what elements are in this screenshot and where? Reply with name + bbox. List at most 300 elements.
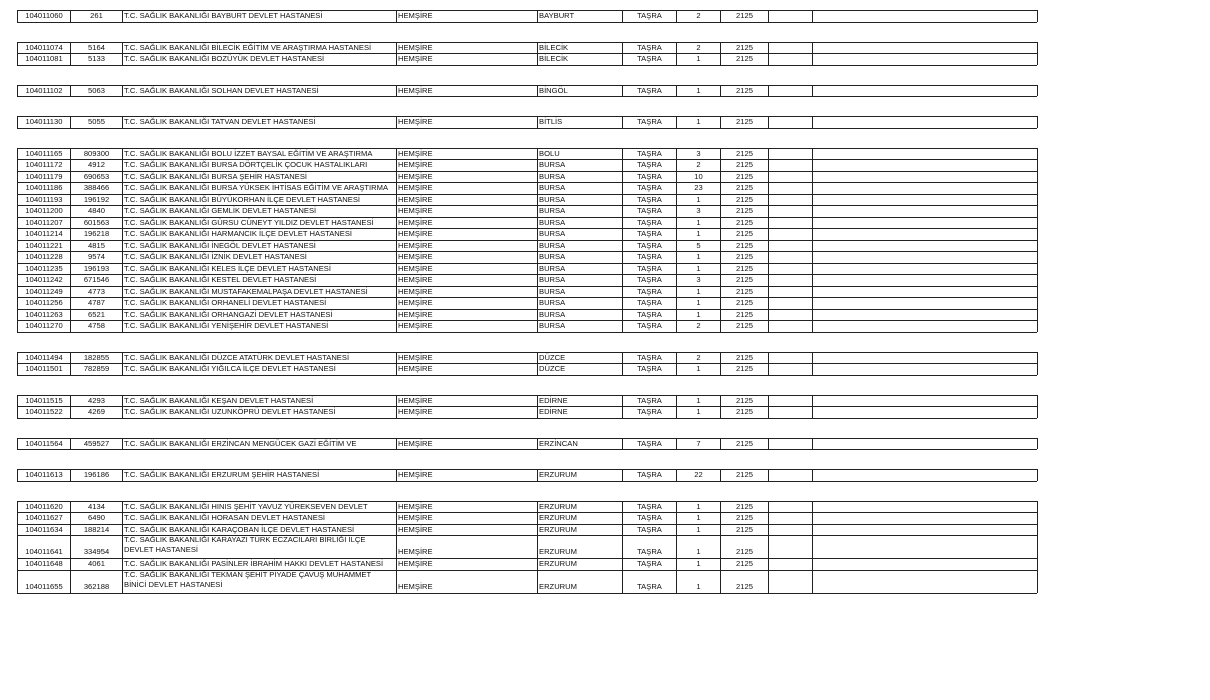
cell-kadro-unvani: HEMŞİRE xyxy=(398,206,433,215)
cell-il: EDİRNE xyxy=(539,407,568,416)
table-rule-v xyxy=(676,42,677,65)
cell-kadro-unvani: HEMŞİRE xyxy=(398,252,433,261)
cell-birim-turu: TAŞRA xyxy=(637,438,662,448)
cell-kurum-kodu: 261 xyxy=(90,11,103,20)
cell-kurum-adi: T.C. SAĞLIK BAKANLIĞI HINIS ŞEHİT YAVUZ YÜREKSEVEN DEVLET xyxy=(124,501,368,511)
cell-puan-turu: 2125 xyxy=(736,240,753,250)
table-rule-v xyxy=(537,395,538,418)
cell-ilan-kodu: 104011256 xyxy=(25,298,63,307)
cell-kontenjan: 10 xyxy=(694,171,703,181)
table-rule-v xyxy=(720,469,721,481)
table-rule-v xyxy=(812,501,813,593)
cell-ilan-kodu: 104011221 xyxy=(25,240,63,250)
cell-kadro-unvani: HEMŞİRE xyxy=(398,275,433,284)
cell-kontenjan: 3 xyxy=(696,148,701,158)
cell-kurum-kodu: 4061 xyxy=(88,559,105,568)
cell-puan-turu: 2125 xyxy=(736,309,753,319)
cell-kurum-adi: T.C. SAĞLIK BAKANLIĞI KARAÇOBAN İLÇE DEVLET HASTANESİ xyxy=(124,524,355,534)
cell-birim-turu: TAŞRA xyxy=(637,581,662,591)
cell-kadro-unvani: HEMŞİRE xyxy=(398,438,433,448)
cell-kurum-adi: T.C. SAĞLIK BAKANLIĞI SOLHAN DEVLET HASTANESİ xyxy=(124,85,319,95)
cell-kontenjan: 7 xyxy=(696,438,701,448)
table-rule-v xyxy=(122,10,123,22)
table-rule-v xyxy=(1037,10,1038,22)
cell-kontenjan: 1 xyxy=(696,513,701,522)
table-rule-h xyxy=(17,128,1037,129)
cell-il: BURSA xyxy=(539,321,566,330)
cell-kurum-kodu: 182855 xyxy=(83,352,110,362)
table-rule-v xyxy=(70,42,71,65)
cell-kurum-kodu: 690653 xyxy=(83,171,110,181)
cell-kurum-adi: T.C. SAĞLIK BAKANLIĞI BURSA ŞEHİR HASTANESİ xyxy=(124,171,308,181)
table-rule-v xyxy=(396,10,397,22)
cell-ilan-kodu: 104011165 xyxy=(25,148,63,158)
cell-kontenjan: 2 xyxy=(696,352,701,362)
cell-il: BURSA xyxy=(539,183,566,192)
table-rule-v xyxy=(720,42,721,65)
cell-ilan-kodu: 104011263 xyxy=(25,309,63,319)
table-rule-v xyxy=(70,116,71,128)
table-rule-v xyxy=(768,395,769,418)
cell-kurum-adi: T.C. SAĞLIK BAKANLIĞI KARAYAZI TÜRK ECZACILARI BİRLİĞİ İLÇE DEVLET HASTANESİ xyxy=(124,535,366,554)
table-rule-v xyxy=(622,148,623,332)
cell-puan-turu: 2125 xyxy=(736,395,753,405)
cell-birim-turu: TAŞRA xyxy=(637,229,662,238)
cell-ilan-kodu: 104011270 xyxy=(25,321,63,330)
cell-il: BİLECİK xyxy=(539,42,569,52)
cell-kontenjan: 1 xyxy=(696,581,701,591)
cell-il: BURSA xyxy=(539,275,566,284)
cell-puan-turu: 2125 xyxy=(736,321,753,330)
cell-kurum-adi: T.C. SAĞLIK BAKANLIĞI BOLU İZZET BAYSAL EĞİTİM VE ARAŞTIRMA xyxy=(124,148,372,158)
cell-kontenjan: 1 xyxy=(696,85,701,95)
cell-kurum-kodu: 4758 xyxy=(88,321,105,330)
cell-puan-turu: 2125 xyxy=(736,364,753,373)
table-rule-v xyxy=(396,42,397,65)
table-rule-v xyxy=(676,116,677,128)
table-rule-v xyxy=(676,85,677,97)
cell-kurum-adi: T.C. SAĞLIK BAKANLIĞI ERZURUM ŞEHİR HASTANESİ xyxy=(124,470,320,479)
cell-kurum-kodu: 4912 xyxy=(88,160,105,169)
cell-puan-turu: 2125 xyxy=(736,183,753,192)
table-rule-v xyxy=(396,438,397,450)
cell-kurum-adi: T.C. SAĞLIK BAKANLIĞI TATVAN DEVLET HASTANESİ xyxy=(124,117,316,126)
cell-kontenjan: 2 xyxy=(696,42,701,52)
cell-ilan-kodu: 104011522 xyxy=(25,407,63,416)
cell-kontenjan: 1 xyxy=(696,501,701,511)
cell-puan-turu: 2125 xyxy=(736,524,753,534)
cell-il: BURSA xyxy=(539,298,566,307)
cell-kontenjan: 1 xyxy=(696,524,701,534)
cell-birim-turu: TAŞRA xyxy=(637,263,662,273)
cell-kontenjan: 5 xyxy=(696,240,701,250)
table-rule-v xyxy=(17,469,18,481)
cell-ilan-kodu: 104011641 xyxy=(25,547,63,556)
cell-birim-turu: TAŞRA xyxy=(637,395,662,405)
cell-kadro-unvani: HEMŞİRE xyxy=(398,194,433,204)
cell-kurum-adi: T.C. SAĞLIK BAKANLIĞI ORHANELİ DEVLET HASTANESİ xyxy=(124,298,327,307)
cell-ilan-kodu: 104011242 xyxy=(25,275,63,284)
cell-kurum-kodu: 459527 xyxy=(83,438,110,448)
cell-il: BURSA xyxy=(539,160,566,169)
cell-birim-turu: TAŞRA xyxy=(637,407,662,416)
cell-kontenjan: 1 xyxy=(696,117,701,126)
cell-ilan-kodu: 104011207 xyxy=(25,217,63,227)
cell-kadro-unvani: HEMŞİRE xyxy=(398,117,433,126)
cell-kadro-unvani: HEMŞİRE xyxy=(398,513,433,522)
table-rule-v xyxy=(768,469,769,481)
cell-kadro-unvani: HEMŞİRE xyxy=(398,581,433,591)
cell-birim-turu: TAŞRA xyxy=(637,352,662,362)
cell-il: BURSA xyxy=(539,194,566,204)
cell-kontenjan: 3 xyxy=(696,206,701,215)
cell-kadro-unvani: HEMŞİRE xyxy=(398,470,433,479)
cell-kadro-unvani: HEMŞİRE xyxy=(398,407,433,416)
cell-birim-turu: TAŞRA xyxy=(637,217,662,227)
table-rule-v xyxy=(1037,85,1038,97)
table-rule-v xyxy=(396,85,397,97)
cell-kurum-kodu: 782859 xyxy=(83,364,110,373)
table-rule-v xyxy=(720,438,721,450)
table-rule-v xyxy=(17,116,18,128)
table-rule-v xyxy=(1037,116,1038,128)
cell-kurum-kodu: 196192 xyxy=(83,194,110,204)
cell-birim-turu: TAŞRA xyxy=(637,470,662,479)
cell-kadro-unvani: HEMŞİRE xyxy=(398,547,433,556)
table-rule-v xyxy=(17,10,18,22)
cell-ilan-kodu: 104011179 xyxy=(25,171,63,181)
cell-kurum-kodu: 809300 xyxy=(83,148,110,158)
cell-kontenjan: 1 xyxy=(696,263,701,273)
table-rule-v xyxy=(768,85,769,97)
cell-il: BAYBURT xyxy=(539,11,575,20)
cell-il: ERZURUM xyxy=(539,513,577,522)
table-rule-v xyxy=(812,352,813,375)
cell-kurum-kodu: 6521 xyxy=(88,309,105,319)
table-rule-v xyxy=(1037,395,1038,418)
cell-kadro-unvani: HEMŞİRE xyxy=(398,395,433,405)
cell-kadro-unvani: HEMŞİRE xyxy=(398,321,433,330)
table-rule-h xyxy=(17,22,1037,23)
cell-kontenjan: 22 xyxy=(694,470,703,479)
cell-birim-turu: TAŞRA xyxy=(637,275,662,284)
cell-ilan-kodu: 104011634 xyxy=(25,524,63,534)
cell-puan-turu: 2125 xyxy=(736,298,753,307)
cell-birim-turu: TAŞRA xyxy=(637,298,662,307)
table-rule-v xyxy=(676,469,677,481)
table-rule-h xyxy=(17,418,1037,419)
cell-ilan-kodu: 104011564 xyxy=(25,438,63,448)
cell-il: ERZURUM xyxy=(539,547,577,556)
cell-ilan-kodu: 104011228 xyxy=(25,252,63,261)
cell-kontenjan: 1 xyxy=(696,395,701,405)
cell-kontenjan: 1 xyxy=(696,217,701,227)
table-rule-v xyxy=(676,148,677,332)
cell-kurum-kodu: 4269 xyxy=(88,407,105,416)
cell-ilan-kodu: 104011193 xyxy=(25,194,63,204)
cell-il: ERZURUM xyxy=(539,559,577,568)
cell-birim-turu: TAŞRA xyxy=(637,364,662,373)
cell-puan-turu: 2125 xyxy=(736,581,753,591)
table-rule-v xyxy=(70,501,71,593)
cell-puan-turu: 2125 xyxy=(736,206,753,215)
cell-kurum-adi: T.C. SAĞLIK BAKANLIĞI KELES İLÇE DEVLET HASTANESİ xyxy=(124,263,331,273)
table-rule-v xyxy=(537,85,538,97)
table-rule-v xyxy=(122,469,123,481)
cell-kontenjan: 1 xyxy=(696,309,701,319)
table-rule-v xyxy=(1037,42,1038,65)
cell-kurum-kodu: 9574 xyxy=(88,252,105,261)
cell-puan-turu: 2125 xyxy=(736,407,753,416)
table-rule-v xyxy=(720,10,721,22)
table-rule-v xyxy=(622,438,623,450)
cell-kurum-kodu: 5133 xyxy=(88,54,105,63)
table-rule-h xyxy=(17,96,1037,97)
cell-il: BURSA xyxy=(539,252,566,261)
cell-kurum-adi: T.C. SAĞLIK BAKANLIĞI KESTEL DEVLET HASTANESİ xyxy=(124,275,317,284)
cell-birim-turu: TAŞRA xyxy=(637,206,662,215)
cell-ilan-kodu: 104011235 xyxy=(25,263,63,273)
table-rule-v xyxy=(720,85,721,97)
cell-kurum-adi: T.C. SAĞLIK BAKANLIĞI TEKMAN ŞEHİT PİYADE ÇAVUŞ MUHAMMET BİNİCİ DEVLET HASTANESİ xyxy=(124,569,371,589)
cell-puan-turu: 2125 xyxy=(736,85,753,95)
cell-kadro-unvani: HEMŞİRE xyxy=(398,85,433,95)
cell-kontenjan: 1 xyxy=(696,252,701,261)
cell-ilan-kodu: 104011186 xyxy=(25,183,63,192)
cell-puan-turu: 2125 xyxy=(736,275,753,284)
table-rule-v xyxy=(720,501,721,593)
cell-kadro-unvani: HEMŞİRE xyxy=(398,160,433,169)
cell-kontenjan: 2 xyxy=(696,321,701,330)
cell-birim-turu: TAŞRA xyxy=(637,501,662,511)
cell-birim-turu: TAŞRA xyxy=(637,559,662,568)
table-rule-v xyxy=(396,116,397,128)
cell-kontenjan: 1 xyxy=(696,364,701,373)
cell-ilan-kodu: 104011494 xyxy=(25,352,63,362)
cell-kontenjan: 1 xyxy=(696,559,701,568)
cell-kurum-adi: T.C. SAĞLIK BAKANLIĞI YIĞILCA İLÇE DEVLET HASTANESİ xyxy=(124,364,336,373)
cell-kontenjan: 1 xyxy=(696,54,701,63)
cell-il: BURSA xyxy=(539,229,566,238)
cell-kadro-unvani: HEMŞİRE xyxy=(398,309,433,319)
table-rule-v xyxy=(17,42,18,65)
cell-puan-turu: 2125 xyxy=(736,513,753,522)
cell-kontenjan: 2 xyxy=(696,11,701,20)
cell-il: BURSA xyxy=(539,309,566,319)
table-rule-v xyxy=(812,42,813,65)
cell-birim-turu: TAŞRA xyxy=(637,148,662,158)
cell-kadro-unvani: HEMŞİRE xyxy=(398,217,433,227)
table-rule-v xyxy=(812,116,813,128)
table-rule-v xyxy=(122,42,123,65)
cell-birim-turu: TAŞRA xyxy=(637,252,662,261)
cell-kurum-kodu: 6490 xyxy=(88,513,105,522)
cell-kurum-adi: T.C. SAĞLIK BAKANLIĞI İNEGÖL DEVLET HASTANESİ xyxy=(124,240,316,250)
table-rule-v xyxy=(17,148,18,332)
cell-kadro-unvani: HEMŞİRE xyxy=(398,183,433,192)
cell-il: ERZİNCAN xyxy=(539,438,578,448)
cell-kurum-adi: T.C. SAĞLIK BAKANLIĞI GEMLİK DEVLET HASTANESİ xyxy=(124,206,317,215)
cell-puan-turu: 2125 xyxy=(736,117,753,126)
cell-kurum-adi: T.C. SAĞLIK BAKANLIĞI ERZİNCAN MENGÜCEK GAZİ EĞİTİM VE xyxy=(124,438,357,448)
cell-il: BİLECİK xyxy=(539,54,569,63)
cell-il: BURSA xyxy=(539,286,566,296)
cell-puan-turu: 2125 xyxy=(736,229,753,238)
cell-kurum-adi: T.C. SAĞLIK BAKANLIĞI HARMANCIK İLÇE DEVLET HASTANESİ xyxy=(124,229,353,238)
cell-kurum-kodu: 5063 xyxy=(88,85,105,95)
cell-il: EDİRNE xyxy=(539,395,568,405)
cell-kadro-unvani: HEMŞİRE xyxy=(398,286,433,296)
cell-kurum-adi: T.C. SAĞLIK BAKANLIĞI BURSA DÖRTÇELİK ÇOCUK HASTALIKLARI xyxy=(124,160,368,169)
cell-birim-turu: TAŞRA xyxy=(637,309,662,319)
cell-il: ERZURUM xyxy=(539,524,577,534)
table-rule-v xyxy=(768,438,769,450)
table-rule-v xyxy=(812,395,813,418)
cell-birim-turu: TAŞRA xyxy=(637,194,662,204)
table-rule-v xyxy=(70,10,71,22)
cell-kurum-adi: T.C. SAĞLIK BAKANLIĞI BOZÜYÜK DEVLET HASTANESİ xyxy=(124,54,325,63)
cell-kurum-adi: T.C. SAĞLIK BAKANLIĞI GÜRSU CÜNEYT YILDIZ DEVLET HASTANESİ xyxy=(124,217,374,227)
cell-il: BURSA xyxy=(539,263,566,273)
cell-puan-turu: 2125 xyxy=(736,286,753,296)
table-rule-v xyxy=(70,148,71,332)
cell-kurum-adi: T.C. SAĞLIK BAKANLIĞI DÜZCE ATATÜRK DEVLET HASTANESİ xyxy=(124,352,350,362)
cell-puan-turu: 2125 xyxy=(736,148,753,158)
cell-puan-turu: 2125 xyxy=(736,11,753,20)
table-rule-v xyxy=(720,116,721,128)
cell-kurum-adi: T.C. SAĞLIK BAKANLIĞI BAYBURT DEVLET HASTANESİ xyxy=(124,11,323,20)
cell-il: BİNGÖL xyxy=(539,85,568,95)
table-rule-v xyxy=(70,469,71,481)
table-rule-v xyxy=(676,438,677,450)
cell-kurum-kodu: 388466 xyxy=(83,183,110,192)
table-rule-v xyxy=(70,85,71,97)
cell-birim-turu: TAŞRA xyxy=(637,117,662,126)
cell-birim-turu: TAŞRA xyxy=(637,171,662,181)
table-rule-h xyxy=(17,593,1037,594)
table-rule-h xyxy=(17,332,1037,333)
cell-kontenjan: 1 xyxy=(696,298,701,307)
cell-ilan-kodu: 104011130 xyxy=(25,117,63,126)
table-rule-v xyxy=(812,438,813,450)
cell-kurum-kodu: 4293 xyxy=(88,395,105,405)
cell-kurum-kodu: 4840 xyxy=(88,206,105,215)
table-rule-v xyxy=(396,395,397,418)
cell-ilan-kodu: 104011081 xyxy=(25,54,63,63)
table-rule-v xyxy=(622,501,623,593)
table-rule-v xyxy=(17,85,18,97)
table-rule-v xyxy=(537,10,538,22)
table-rule-v xyxy=(622,116,623,128)
cell-ilan-kodu: 104011613 xyxy=(25,470,63,479)
table-rule-v xyxy=(768,352,769,375)
cell-ilan-kodu: 104011515 xyxy=(25,395,63,405)
table-rule-v xyxy=(622,85,623,97)
table-rule-h xyxy=(17,449,1037,450)
table-rule-v xyxy=(676,10,677,22)
table-rule-v xyxy=(622,395,623,418)
table-rule-v xyxy=(768,10,769,22)
table-rule-v xyxy=(768,116,769,128)
table-rule-v xyxy=(70,438,71,450)
cell-kurum-kodu: 4787 xyxy=(88,298,105,307)
table-rule-v xyxy=(537,438,538,450)
cell-puan-turu: 2125 xyxy=(736,160,753,169)
cell-kadro-unvani: HEMŞİRE xyxy=(398,559,433,568)
cell-ilan-kodu: 104011074 xyxy=(25,42,63,52)
cell-puan-turu: 2125 xyxy=(736,352,753,362)
cell-il: BURSA xyxy=(539,171,566,181)
table-rule-v xyxy=(622,352,623,375)
cell-ilan-kodu: 104011060 xyxy=(25,11,63,20)
table-rule-v xyxy=(676,501,677,593)
table-rule-v xyxy=(17,501,18,593)
cell-kadro-unvani: HEMŞİRE xyxy=(398,42,433,52)
cell-puan-turu: 2125 xyxy=(736,547,753,556)
cell-kurum-adi: T.C. SAĞLIK BAKANLIĞI ORHANGAZİ DEVLET HASTANESİ xyxy=(124,309,333,319)
cell-puan-turu: 2125 xyxy=(736,501,753,511)
cell-il: ERZURUM xyxy=(539,581,577,591)
table-rule-v xyxy=(122,501,123,593)
cell-kadro-unvani: HEMŞİRE xyxy=(398,148,433,158)
table-rule-v xyxy=(1037,501,1038,593)
table-rule-v xyxy=(768,148,769,332)
cell-kadro-unvani: HEMŞİRE xyxy=(398,171,433,181)
table-rule-v xyxy=(537,469,538,481)
table-rule-v xyxy=(1037,469,1038,481)
table-rule-v xyxy=(720,352,721,375)
cell-kadro-unvani: HEMŞİRE xyxy=(398,11,433,20)
cell-kurum-kodu: 4773 xyxy=(88,286,105,296)
table-rule-v xyxy=(1037,438,1038,450)
table-rule-v xyxy=(768,42,769,65)
cell-kadro-unvani: HEMŞİRE xyxy=(398,298,433,307)
cell-puan-turu: 2125 xyxy=(736,217,753,227)
table-rule-v xyxy=(537,116,538,128)
cell-kurum-kodu: 196186 xyxy=(83,470,110,479)
cell-kurum-adi: T.C. SAĞLIK BAKANLIĞI İZNİK DEVLET HASTANESİ xyxy=(124,252,307,261)
cell-il: DÜZCE xyxy=(539,352,566,362)
table-rule-v xyxy=(812,469,813,481)
cell-puan-turu: 2125 xyxy=(736,54,753,63)
table-rule-v xyxy=(17,352,18,375)
cell-ilan-kodu: 104011102 xyxy=(25,85,63,95)
cell-kurum-adi: T.C. SAĞLIK BAKANLIĞI YENİŞEHİR DEVLET HASTANESİ xyxy=(124,321,329,330)
cell-ilan-kodu: 104011200 xyxy=(25,206,63,215)
cell-kontenjan: 23 xyxy=(694,183,703,192)
cell-kurum-kodu: 5164 xyxy=(88,42,105,52)
cell-puan-turu: 2125 xyxy=(736,194,753,204)
cell-kurum-adi: T.C. SAĞLIK BAKANLIĞI HORASAN DEVLET HASTANESİ xyxy=(124,513,326,522)
cell-il: DÜZCE xyxy=(539,364,566,373)
cell-kurum-kodu: 5055 xyxy=(88,117,105,126)
table-rule-v xyxy=(812,148,813,332)
cell-ilan-kodu: 104011214 xyxy=(25,229,63,238)
cell-puan-turu: 2125 xyxy=(736,171,753,181)
table-rule-v xyxy=(537,352,538,375)
cell-kurum-kodu: 601563 xyxy=(83,217,110,227)
cell-kurum-kodu: 4815 xyxy=(88,240,105,250)
cell-il: ERZURUM xyxy=(539,470,577,479)
cell-kontenjan: 1 xyxy=(696,407,701,416)
cell-kontenjan: 1 xyxy=(696,286,701,296)
table-rule-v xyxy=(122,352,123,375)
table-rule-v xyxy=(768,501,769,593)
table-rule-v xyxy=(622,469,623,481)
table-rule-v xyxy=(812,10,813,22)
cell-kurum-adi: T.C. SAĞLIK BAKANLIĞI UZUNKÖPRÜ DEVLET HASTANESİ xyxy=(124,407,336,416)
table-rule-v xyxy=(396,469,397,481)
